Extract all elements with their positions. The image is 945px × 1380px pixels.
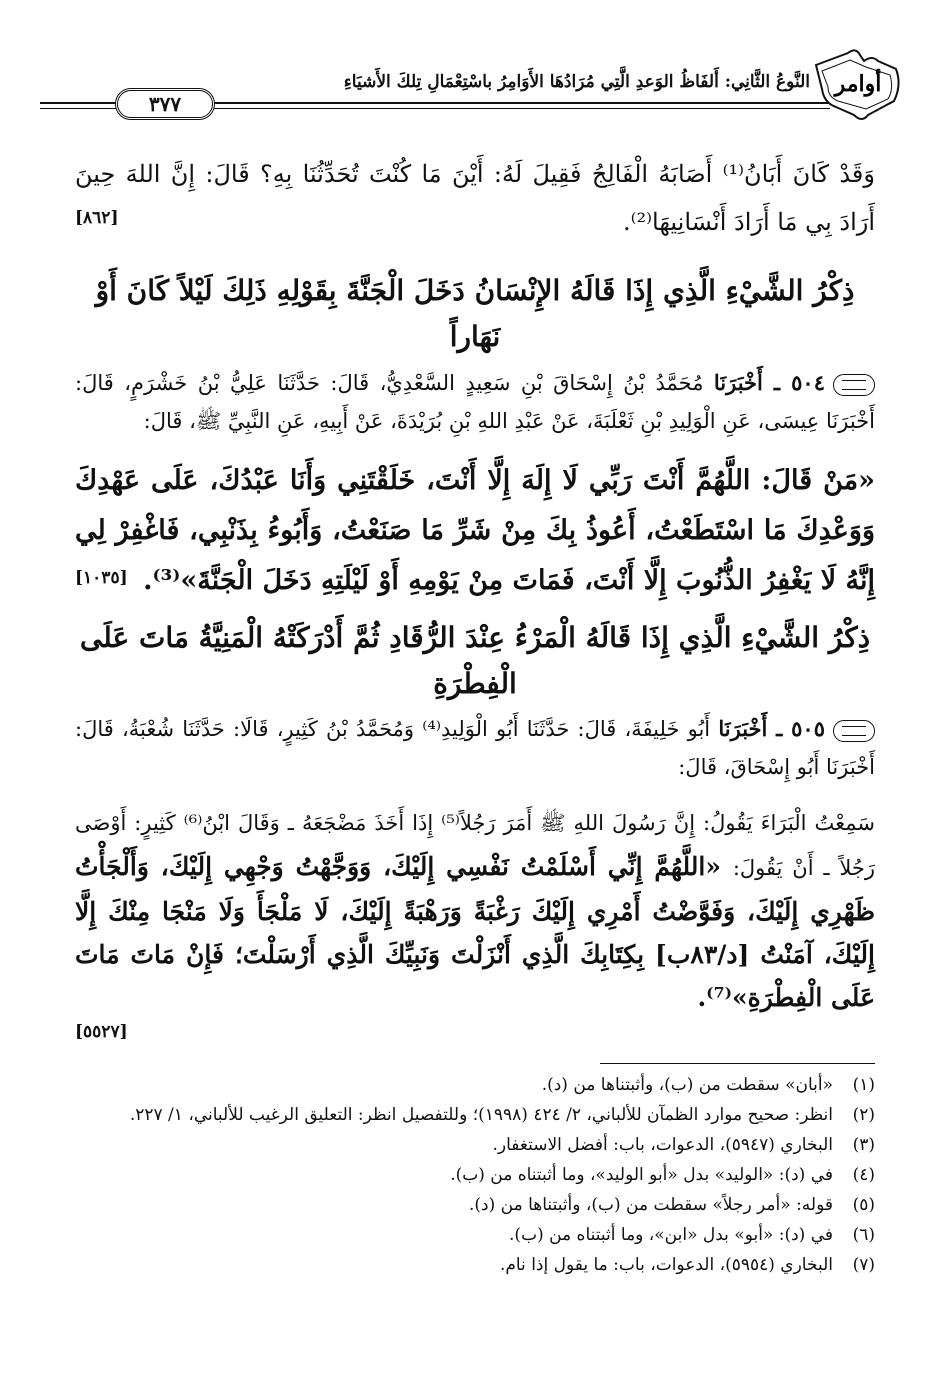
footnote-text: البخاري (٥٩٤٧)، الدعوات، باب: أفضل الاستغفار. bbox=[492, 1135, 833, 1155]
footnotes bbox=[75, 1072, 875, 1282]
hadith-matn-text: «اللَّهُمَّ إِنِّي أَسْلَمْتُ نَفْسِي إِلَيْكَ، وَوَجَّهْتُ وَجْهِي إِلَيْكَ، وَأَلْجَأْتُ ظَهْرِي إِلَيْكَ، وَفَوَّضْتُ أَمْرِي إِلَيْكَ رَغْبَةً وَرَهْبَةً إِلَيْكَ، لَا مَلْجَأَ وَلَا مَنْجَا مِنْكَ إِلَّا إِلَيْكَ، آمَنْتُ [د/٨٣ب] بِكِتَابِكَ الَّذِي أَنْزَلْتَ وَنَبِيِّكَ الَّذِي أَرْسَلْتَ؛ فَإِنْ مَاتَ مَاتَ عَلَى الْفِطْرَةِ»⁽⁷⁾. bbox=[75, 852, 875, 1012]
footnote-number: (٥) bbox=[852, 1195, 875, 1215]
footnote-text: في (د): «أبو» بدل «ابن»، وما أثبتناه من (ب). bbox=[509, 1225, 833, 1245]
section-heading: ذِكْرُ الشَّيْءِ الَّذِي إِذَا قَالَهُ الْمَرْءُ عِنْدَ الرُّقَادِ ثُمَّ أَدْرَكَتْهُ الْمَنِيَّةُ مَاتَ عَلَى الْفِطْرَةِ bbox=[79, 621, 871, 700]
footnote-number: (٢) bbox=[852, 1105, 875, 1125]
hadith-badge-icon bbox=[833, 720, 875, 742]
footnote-text: في (د): «الوليد» بدل «أبو الوليد»، وما أثبتناه من (ب). bbox=[450, 1165, 833, 1185]
hadith-isnad bbox=[75, 710, 875, 786]
footnote-text: «أبان» سقطت من (ب)، وأثبتناها من (د). bbox=[541, 1075, 833, 1095]
opening-paragraph: وَقَدْ كَانَ أَبَانُ⁽¹⁾ أَصَابَهُ الْفَالِجُ فَقِيلَ لَهُ: أَيْنَ مَا كُنْتَ تُحَدِّثُنَا بِهِ؟ قَالَ: إِنَّ اللهَ حِينَ أَرَادَ بِي مَا أَرَادَ أَنْسَانِيهَا⁽²⁾. bbox=[75, 160, 875, 236]
footnote bbox=[75, 1222, 875, 1248]
footnote-number: (٧) bbox=[852, 1255, 875, 1275]
page-header bbox=[40, 42, 870, 122]
corner-badge-icon bbox=[808, 45, 908, 125]
footnote-text: البخاري (٥٩٥٤)، الدعوات، باب: ما يقول إذا نام. bbox=[499, 1255, 833, 1275]
hadith-isnad-text: أَبُو خَلِيفَةَ، قَالَ: حَدَّثَنَا أَبُو الْوَلِيدِ⁽⁴⁾ وَمُحَمَّدُ بْنُ كَثِيرٍ، قَالَا: حَدَّثَنَا شُعْبَةُ، قَالَ: أَخْبَرَنَا أَبُو إِسْحَاقَ، قَالَ: bbox=[75, 717, 875, 779]
footnote bbox=[75, 1252, 875, 1278]
hadith-number: ٥٠٥ ـ أَخْبَرَنَا bbox=[718, 716, 825, 741]
hadith-matn bbox=[75, 800, 875, 1019]
footnote bbox=[75, 1072, 875, 1098]
reference-number: [١٠٣٥] bbox=[75, 568, 128, 588]
reference-number: [٥٥٢٧] bbox=[75, 1022, 128, 1042]
footnote bbox=[75, 1132, 875, 1158]
hadith-badge-icon bbox=[833, 374, 875, 396]
corner-label: أوامر bbox=[834, 71, 882, 97]
reference-number: [٨٦٢] bbox=[75, 208, 119, 228]
hadith-number: ٥٠٤ ـ أَخْبَرَنَا bbox=[713, 370, 825, 395]
footnote-number: (٤) bbox=[852, 1165, 875, 1185]
hadith-matn: «مَنْ قَالَ: اللَّهُمَّ أَنْتَ رَبِّي لَا إِلَهَ إِلَّا أَنْتَ، خَلَقْتَنِي وَأَنَا عَبْدُكَ، عَلَى عَهْدِكَ وَوَعْدِكَ مَا اسْتَطَعْتُ، أَعُوذُ بِكَ مِنْ شَرِّ مَا صَنَعْتُ، وَأَبُوءُ بِذَنْبِي، فَاغْفِرْ لِي إِنَّهُ لَا يَغْفِرُ الذُّنُوبَ إِلَّا أَنْتَ، فَمَاتَ مِنْ يَوْمِهِ أَوْ لَيْلَتِهِ دَخَلَ الْجَنَّةَ»⁽³⁾. bbox=[75, 465, 875, 596]
footnote-divider bbox=[600, 1063, 875, 1064]
footnote-text: انظر: صحيح موارد الظمآن للألباني، ٢/ ٤٢٤ (١٩٩٨)؛ وللتفصيل انظر: التعليق الرغيب للألباني، ١/ ٢٢٧. bbox=[129, 1105, 833, 1125]
footnote bbox=[75, 1102, 875, 1128]
footnote-number: (١) bbox=[852, 1075, 875, 1095]
hadith-isnad-text: مُحَمَّدُ بْنُ إِسْحَاقَ بْنِ سَعِيدٍ السَّعْدِيُّ، قَالَ: حَدَّثَنَا عَلِيُّ بْنُ خَشْرَمٍ، قَالَ: أَخْبَرَنَا عِيسَى، عَنِ الْوَلِيدِ بْنِ ثَعْلَبَةَ، عَنْ عَبْدِ اللهِ بْنِ بُرَيْدَةَ، عَنْ أَبِيهِ، عَنِ النَّبِيِّ ﷺ، قَالَ: bbox=[75, 371, 875, 433]
hadith-narration: سَمِعْتُ الْبَرَاءَ يَقُولُ: إِنَّ رَسُولَ اللهِ ﷺ أَمَرَ رَجُلاً⁽⁵⁾ إِذَا أَخَذَ مَضْجَعَهُ ـ وَقَالَ ابْنُ⁽⁶⁾ كَثِيرٍ: أَوْصَى رَجُلاً ـ أَنْ يَقُولَ: bbox=[75, 811, 875, 880]
hadith-isnad bbox=[75, 364, 875, 440]
page-number: ٣٧٧ bbox=[115, 88, 215, 120]
footnote-number: (٣) bbox=[852, 1135, 875, 1155]
footnote-number: (٦) bbox=[852, 1225, 875, 1245]
footnote-text: قوله: «أمر رجلاً» سقطت من (ب)، وأثبتناها من (د). bbox=[469, 1195, 833, 1215]
section-heading: ذِكْرُ الشَّيْءِ الَّذِي إِذَا قَالَهُ الإِنْسَانُ دَخَلَ الْجَنَّةَ بِقَوْلِهِ ذَلِكَ لَيْلاً كَانَ أَوْ نَهَاراً bbox=[95, 274, 855, 353]
footnote bbox=[75, 1192, 875, 1218]
footnote bbox=[75, 1162, 875, 1188]
header-title: النَّوعُ الثَّانِي: أَلفَاظُ الوَعدِ الَّتِي مُرَادُهَا الأَوَامِرُ باسْتِعْمَالِ تِلكَ الأَشيَاءِ bbox=[343, 72, 810, 92]
